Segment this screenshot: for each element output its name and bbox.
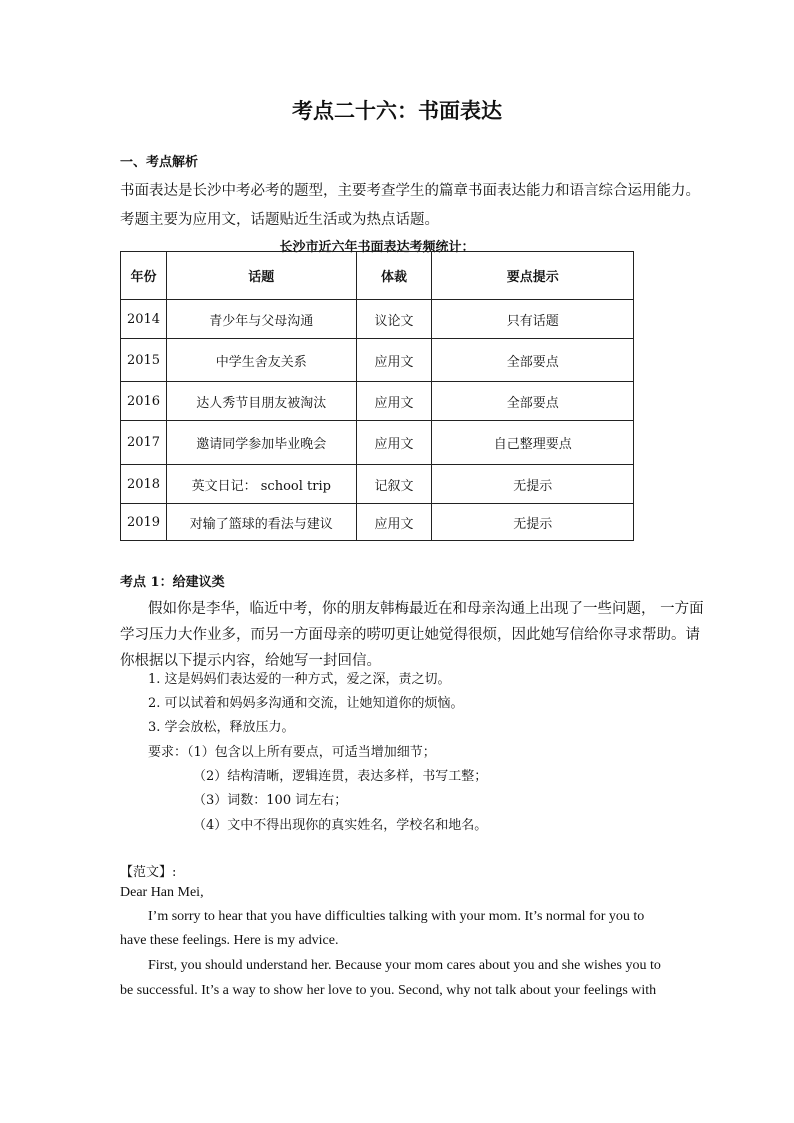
cell-hints: 只有话题 (432, 300, 634, 339)
cell-year: 2017 (121, 421, 167, 465)
header-year: 年份 (121, 252, 167, 300)
cell-year: 2015 (121, 339, 167, 382)
cell-topic: 中学生舍友关系 (166, 339, 356, 382)
cell-genre: 应用文 (356, 339, 432, 382)
cell-year: 2019 (121, 504, 167, 541)
letter-greeting: Dear Han Mei, (120, 885, 204, 900)
cell-hints: 无提示 (432, 504, 634, 541)
cell-genre: 记叙文 (356, 465, 432, 504)
cell-hints: 自己整理要点 (432, 421, 634, 465)
essay-line-1: I’m sorry to hear that you have difficulties talking with your mom. It’s normal for you to (148, 909, 645, 924)
cell-hints: 全部要点 (432, 339, 634, 382)
prompt-line-3: 你根据以下提示内容，给她写一封回信。 (120, 653, 381, 669)
intro-paragraph-1: 书面表达是长沙中考必考的题型，主要考查学生的篇章书面表达能力和语言综合运用能力。 (120, 183, 700, 199)
cell-topic: 达人秀节目朋友被淘汰 (166, 382, 356, 421)
table-row (121, 421, 634, 465)
hint-point-3: 3. 学会放松，释放压力。 (148, 720, 295, 735)
essay-line-3: First, you should understand her. Because your mom cares about you and she wishes you to (148, 958, 661, 973)
exam-frequency-table (120, 251, 634, 541)
table-caption: 长沙市近六年书面表达考频统计： (279, 240, 475, 255)
cell-year: 2016 (121, 382, 167, 421)
header-hints: 要点提示 (432, 252, 634, 300)
cell-hints: 全部要点 (432, 382, 634, 421)
cell-topic: 邀请同学参加毕业晚会 (166, 421, 356, 465)
page-title: 考点二十六：书面表达 (292, 98, 502, 123)
table-row (121, 300, 634, 339)
table-row (121, 382, 634, 421)
cell-topic: 英文日记： school trip (166, 465, 356, 504)
header-topic: 话题 (166, 252, 356, 300)
requirement-3: （3）词数：100 词左右； (193, 793, 348, 808)
requirement-1: 要求：（1）包含以上所有要点，可适当增加细节； (148, 745, 436, 760)
cell-hints: 无提示 (432, 465, 634, 504)
cell-genre: 应用文 (356, 382, 432, 421)
table-row (121, 339, 634, 382)
cell-topic: 青少年与父母沟通 (166, 300, 356, 339)
section-heading: 一、考点解析 (120, 155, 199, 170)
cell-genre: 应用文 (356, 421, 432, 465)
kaodian-1-heading: 考点 1：给建议类 (120, 575, 225, 590)
essay-line-2: have these feelings. Here is my advice. (120, 933, 339, 948)
table-row (121, 504, 634, 541)
cell-genre: 应用文 (356, 504, 432, 541)
intro-paragraph-2: 考题主要为应用文，话题贴近生活或为热点话题。 (120, 212, 439, 228)
cell-year: 2014 (121, 300, 167, 339)
hint-point-1: 1. 这是妈妈们表达爱的一种方式，爱之深，责之切。 (148, 672, 451, 687)
essay-line-4: be successful. It’s a way to show her love to you. Second, why not talk about your feelings with (120, 983, 657, 998)
cell-genre: 议论文 (356, 300, 432, 339)
prompt-line-1: 假如你是李华，临近中考，你的朋友韩梅最近在和母亲沟通上出现了一些问题， 一方面 (148, 601, 704, 617)
table-header-row (121, 252, 634, 300)
requirement-2: （2）结构清晰，逻辑连贯，表达多样，书写工整； (193, 769, 488, 784)
header-genre: 体裁 (356, 252, 432, 300)
sample-essay-label: 【范文】: (120, 865, 177, 880)
hint-point-2: 2. 可以试着和妈妈多沟通和交流，让她知道你的烦恼。 (148, 696, 464, 711)
cell-topic: 对输了篮球的看法与建议 (166, 504, 356, 541)
cell-year: 2018 (121, 465, 167, 504)
table-row (121, 465, 634, 504)
requirement-4: （4）文中不得出现你的真实姓名，学校名和地名。 (193, 818, 488, 833)
prompt-line-2: 学习压力大作业多，而另一方面母亲的唠叨更让她觉得很烦，因此她写信给你寻求帮助。请 (120, 627, 700, 643)
